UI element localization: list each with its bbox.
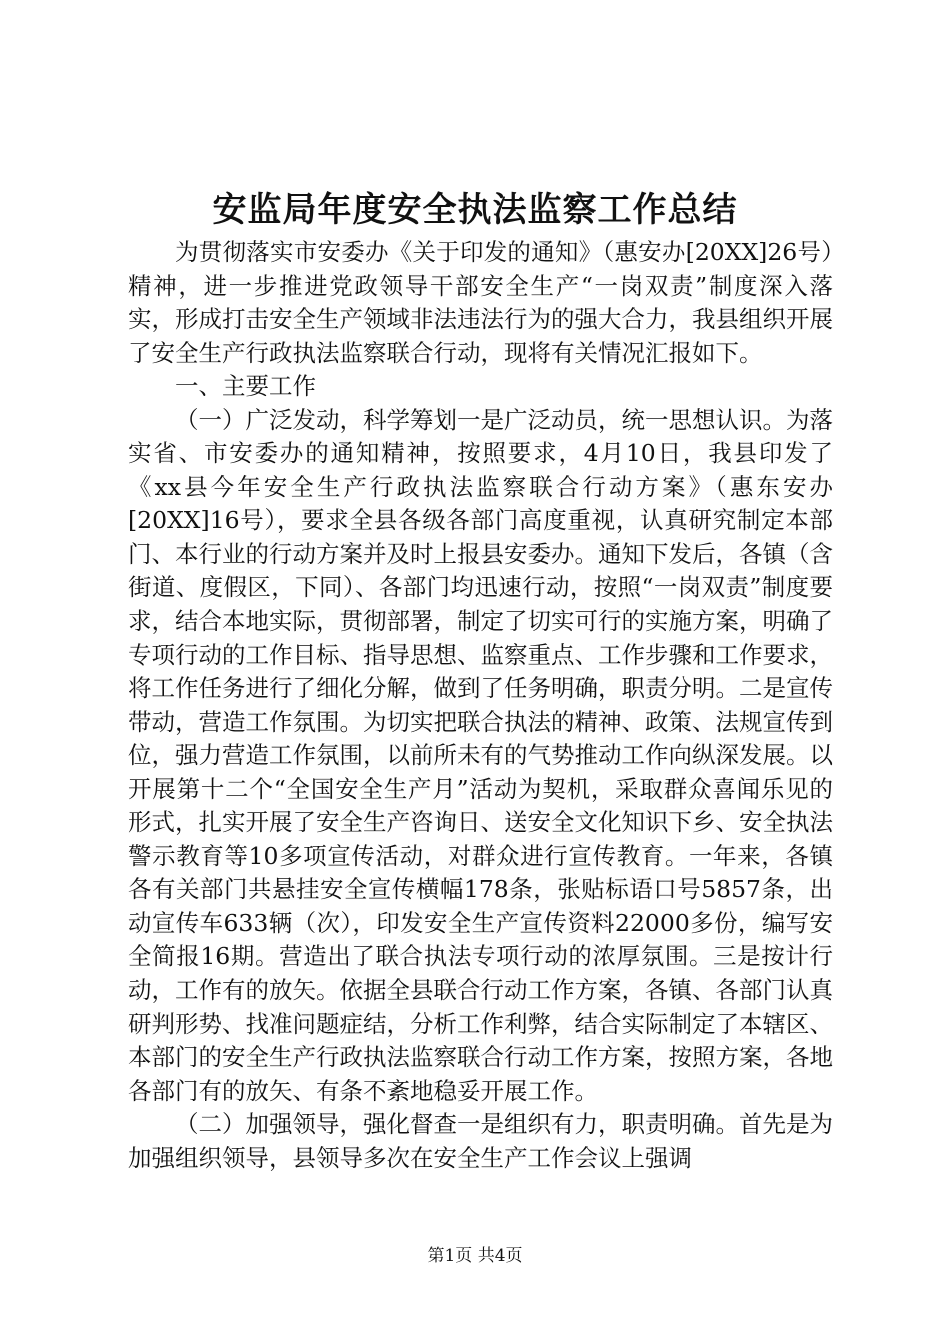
document-title: 安监局年度安全执法监察工作总结 [212,190,738,230]
page-footer: 第1页 共4页 [427,1246,523,1266]
intro-paragraph: 为贯彻落实市安委办《关于印发的通知》（惠安办[20XX]26号）精神，进一步推进党政领导干部安全生产“一岗双责”制度深入落实，形成打击安全生产领域非法违法行为的强大合力，我县组织开展了安全生产行政执法监察联合行动，现将有关情况汇报如下。 [128,238,833,367]
section-heading: 一、主要工作 [175,372,316,401]
document-body [128,236,833,1175]
section-paragraph-2: （二）加强领导，强化督查一是组织有力，职责明确。首先是为加强组织领导，县领导多次在安全生产工作会议上强调 [128,1110,833,1172]
section-paragraph-1: （一）广泛发动，科学筹划一是广泛动员，统一思想认识。为落实省、市安委办的通知精神，按照要求，4月10日，我县印发了《xx县今年安全生产行政执法监察联合行动方案》（惠东安办[20XX]16号），要求全县各级各部门高度重视，认真研究制定本部门、本行业的行动方案并及时上报县安委办。通知下发后，各镇（含街道、度假区，下同）、各部门均迅速行动，按照“一岗双责”制度要求，结合本地实际，贯彻部署，制定了切实可行的实施方案，明确了专项行动的工作目标、指导思想、监察重点、工作步骤和工作要求，将工作任务进行了细化分解，做到了任务明确，职责分明。二是宣传带动，营造工作氛围。为切实把联合执法的精神、政策、法规宣传到位，强力营造工作氛围，以前所未有的气势推动工作向纵深发展。以开展第十二个“全国安全生产月”活动为契机，采取群众喜闻乐见的形式，扎实开展了安全生产咨询日、送安全文化知识下乡、安全执法警示教育等10多项宣传活动，对群众进行宣传教育。一年来，各镇各有关部门共悬挂安全宣传横幅178条，张贴标语口号5857条，出动宣传车633辆（次），印发安全生产宣传资料22000多份，编写安全简报16期。营造出了联合执法专项行动的浓厚氛围。三是按计行动，工作有的放矢。依据全县联合行动工作方案，各镇、各部门认真研判形势、找准问题症结，分析工作利弊，结合实际制定了本辖区、本部门的安全生产行政执法监察联合行动工作方案，按照方案，各地各部门有的放矢、有条不紊地稳妥开展工作。 [128,405,833,1105]
